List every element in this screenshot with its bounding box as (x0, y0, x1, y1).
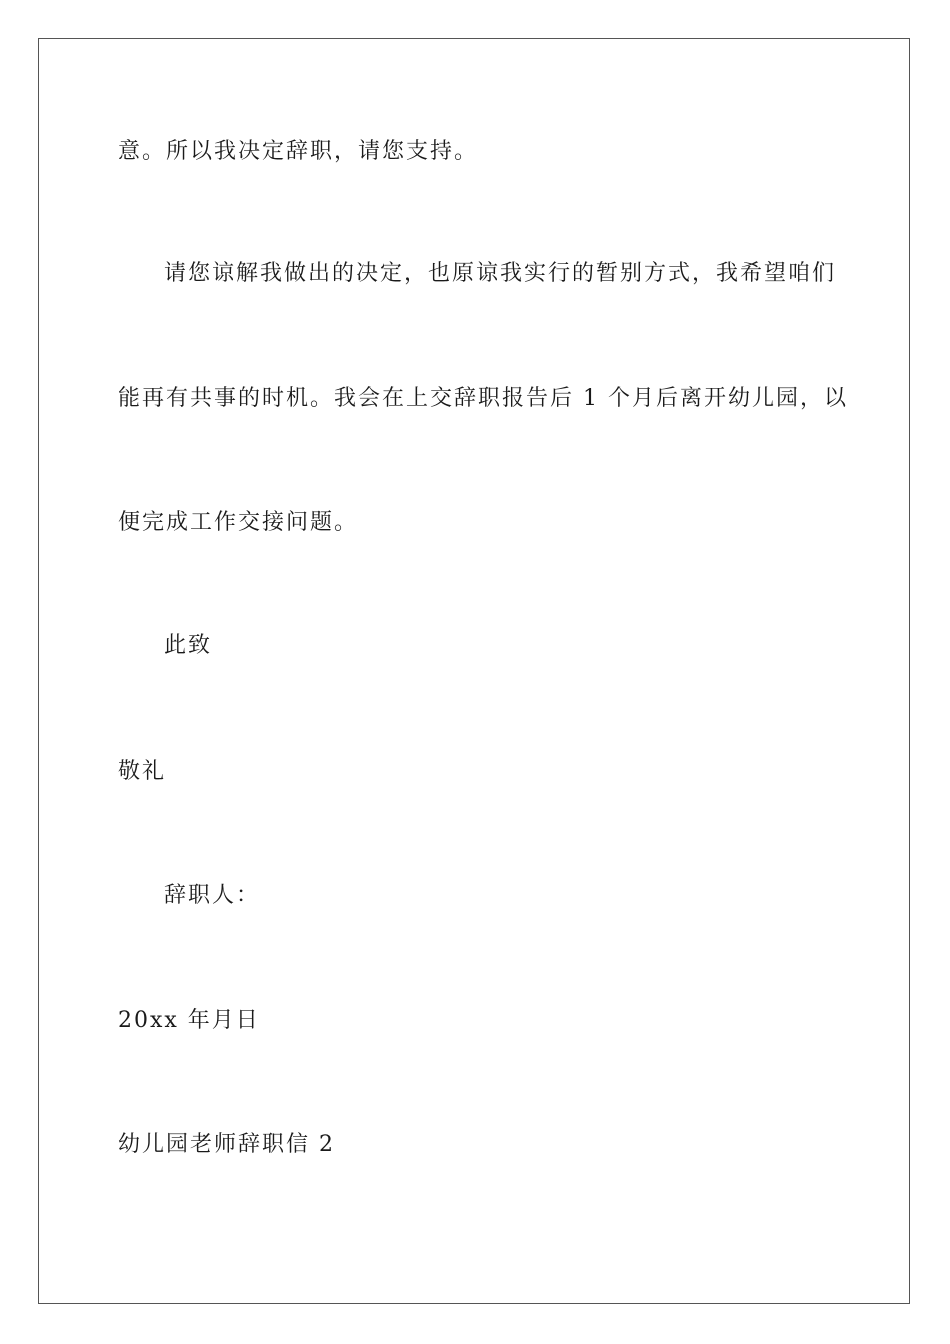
paragraph-line: 请您谅解我做出的决定，也原谅我实行的暂别方式，我希望咱们 (164, 261, 837, 286)
section-title: 幼儿园老师辞职信 2 (118, 1132, 335, 1157)
page-border (38, 38, 910, 1304)
signature-label: 辞职人： (164, 883, 261, 908)
paragraph-line: 能再有共事的时机。我会在上交辞职报告后 1 个月后离开幼儿园，以 (118, 386, 848, 411)
paragraph-line: 便完成工作交接问题。 (118, 510, 359, 535)
paragraph-line: 意。所以我决定辞职，请您支持。 (118, 139, 479, 164)
salutation-line: 敬礼 (118, 759, 167, 784)
date-line: 20xx 年月日 (118, 1008, 260, 1033)
salutation-line: 此致 (164, 633, 213, 658)
